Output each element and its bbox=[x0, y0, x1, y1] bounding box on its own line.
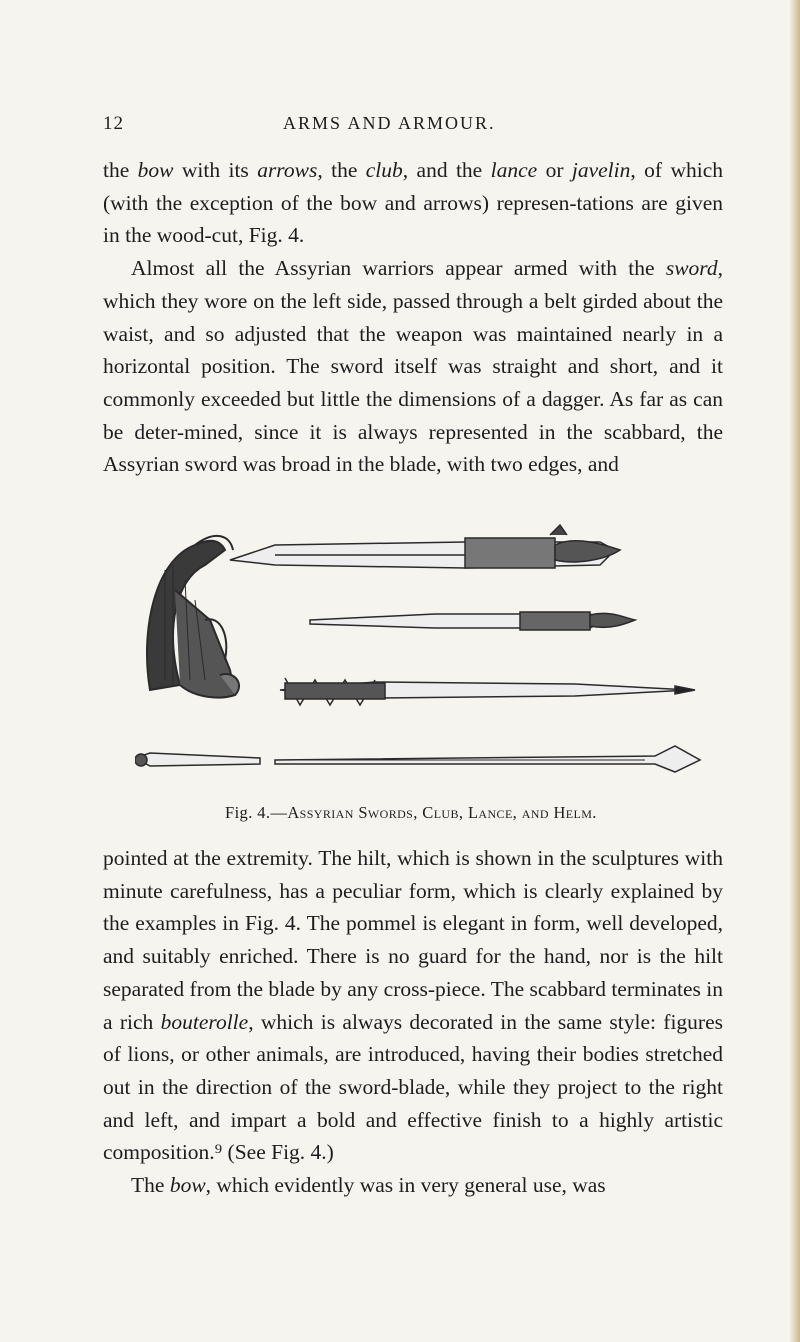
lance-illustration bbox=[275, 746, 700, 772]
paragraph-4: The bow, which evidently was in very general use, was bbox=[131, 1173, 606, 1198]
paragraph-3: pointed at the extremity. The hilt, which is shown in the sculptures with minute carefulness, has a peculiar form, which is clearly explained by the examples in Fig. 4. The pommel is elegant in form, well developed, and suitably enriched. There is no guard for the hand, nor is the hilt separated from the blade by any cross-piece. The scabbard terminates in a rich bouterolle, which is always decorated in the same style: figures of lions, or other animals, are introduced, having their bodies stretched out in the direction of the sword-blade, while they project to the right and left, and impart a bold and effective finish to a highly artistic composition.⁹ (See Fig. 4.) bbox=[103, 846, 724, 1165]
body-text-top bbox=[103, 154, 723, 481]
sword-3-illustration bbox=[280, 678, 695, 705]
figure-caption bbox=[225, 803, 597, 823]
figure-caption-text: —Assyrian Swords, Club, Lance, and Helm. bbox=[270, 803, 597, 822]
page-edge bbox=[790, 0, 800, 1342]
figure-label: Fig. 4. bbox=[225, 803, 271, 822]
page-number: 12 bbox=[103, 113, 124, 134]
sword-2-illustration bbox=[310, 612, 635, 630]
body-text-bottom bbox=[103, 842, 723, 1202]
paragraph-2: Almost all the Assyrian warriors appear armed with the sword, which they wore on the left side, passed through a belt girded about the waist, and so adjusted that the weapon was maintained nearly in a horizontal position. The sword itself was straight and short, and it commonly exceeded but little the dimensions of a dagger. As far as can be deter-mined, since it is always represented in the scabbard, the Assyrian sword was broad in the blade, with two edges, and bbox=[103, 256, 723, 477]
running-title: ARMS AND ARMOUR. bbox=[283, 113, 496, 133]
woodcut-figure-4 bbox=[135, 520, 715, 790]
helm-illustration bbox=[147, 536, 239, 698]
sword-1-illustration bbox=[230, 525, 620, 568]
club-illustration bbox=[135, 753, 260, 766]
paragraph-1: the bow with its arrows, the club, and the lance or javelin, of which (with the exception of the bow and arrows) represen-tations are given in the wood-cut, Fig. 4. bbox=[103, 158, 723, 248]
page-header bbox=[0, 113, 800, 143]
